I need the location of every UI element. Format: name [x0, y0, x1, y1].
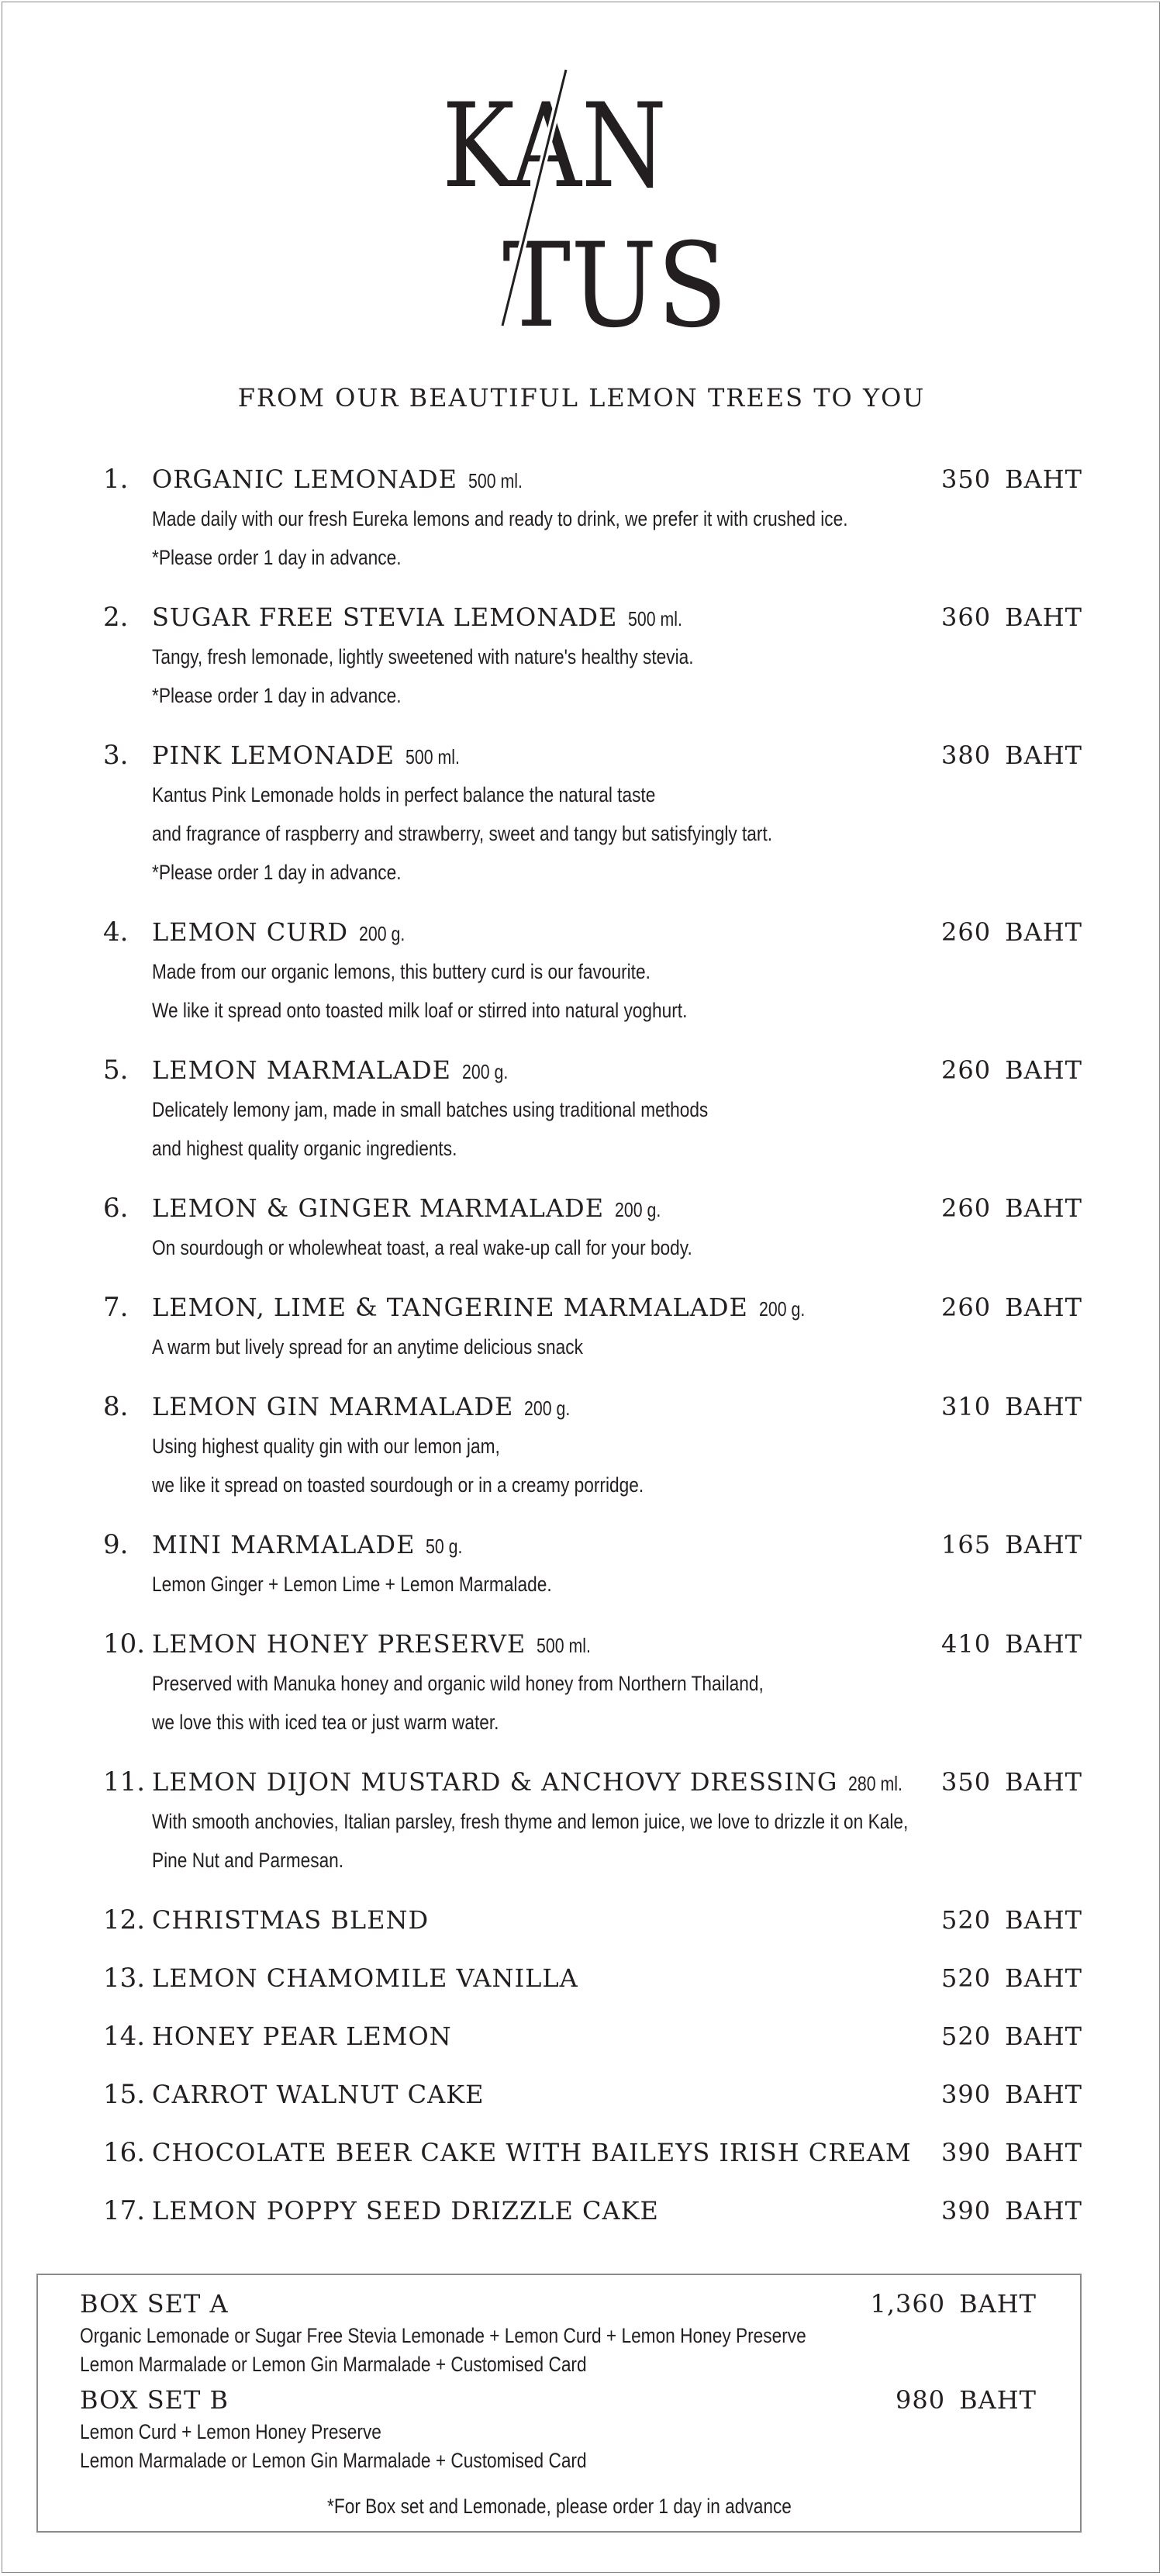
item-size: 200 g. [358, 922, 405, 945]
item-price [941, 2191, 1082, 2231]
logo-wordmark-bottom: TUS [502, 219, 727, 354]
item-price-amount: 520 [941, 1905, 992, 1935]
item-name: SUGAR FREE STEVIA LEMONADE [152, 603, 618, 632]
item-price-currency: BAHT [1005, 2022, 1082, 2051]
item-price [941, 1188, 1082, 1228]
item-price [941, 1525, 1082, 1565]
item-price-currency: BAHT [1005, 2080, 1082, 2109]
item-description-line: *Please order 1 day in advance. [152, 546, 402, 569]
item-price-amount: 350 [941, 1767, 992, 1797]
item-price [941, 1958, 1082, 1998]
menu-item [0, 1762, 1163, 1880]
item-number: 13. [103, 1963, 146, 1994]
menu-item [0, 1188, 1163, 1267]
box-set [38, 2286, 1080, 2379]
item-size: 500 ml. [537, 1634, 592, 1657]
menu-item [0, 2074, 1163, 2115]
item-name: LEMON HONEY PRESERVE [152, 1629, 526, 1659]
item-number: 14. [103, 2021, 146, 2052]
item-price [941, 1386, 1082, 1427]
item-number: 15. [103, 2079, 146, 2110]
item-description-line: With smooth anchovies, Italian parsley, fresh thyme and lemon juice, we love to drizzle it on Kale, [152, 1810, 909, 1833]
item-price-currency: BAHT [1005, 917, 1082, 947]
item-description-line: Tangy, fresh lemonade, lightly sweetened with nature's healthy stevia. [152, 645, 694, 668]
item-price [941, 2074, 1082, 2115]
item-price-amount: 260 [941, 1055, 992, 1085]
item-price-currency: BAHT [1005, 1392, 1082, 1421]
menu-item [0, 1525, 1163, 1604]
box-set-contents-line: Lemon Marmalade or Lemon Gin Marmalade + Customised Card [80, 2353, 587, 2376]
item-description-line: Preserved with Manuka honey and organic wild honey from Northern Thailand, [152, 1672, 764, 1695]
item-price-amount: 520 [941, 1963, 992, 1993]
menu-item [0, 1050, 1163, 1168]
item-price-currency: BAHT [1005, 1963, 1082, 1993]
item-price [941, 1762, 1082, 1802]
item-number: 3. [103, 740, 129, 771]
menu-item [0, 2191, 1163, 2231]
item-description-line: Using highest quality gin with our lemon jam, [152, 1435, 500, 1458]
item-price-amount: 390 [941, 2080, 992, 2109]
menu-item [0, 2132, 1163, 2173]
menu-item [0, 597, 1163, 715]
item-size: 500 ml. [628, 607, 683, 630]
item-description-line: we like it spread on toasted sourdough or in a creamy porridge. [152, 1473, 644, 1497]
item-name: LEMON CURD [152, 917, 348, 947]
item-description-line: and highest quality organic ingredients. [152, 1137, 457, 1160]
item-number: 8. [103, 1391, 129, 1422]
item-size: 200 g. [462, 1060, 509, 1083]
item-price-currency: BAHT [1005, 1193, 1082, 1223]
item-number: 1. [103, 464, 129, 495]
logo-wordmark-top: KAN [442, 79, 667, 214]
item-name: LEMON MARMALADE [152, 1055, 451, 1085]
menu-item [0, 1386, 1163, 1504]
box-set-price-currency: BAHT [959, 2385, 1037, 2415]
item-price [941, 1900, 1082, 1940]
item-size: 200 g. [524, 1397, 571, 1420]
item-number: 10. [103, 1628, 146, 1659]
item-number: 9. [103, 1529, 129, 1560]
item-price [941, 2132, 1082, 2173]
item-price-currency: BAHT [1005, 1767, 1082, 1797]
item-price-amount: 410 [941, 1629, 992, 1659]
item-price [941, 1050, 1082, 1090]
box-set-price-amount: 1,360 [870, 2289, 946, 2319]
item-price-currency: BAHT [1005, 603, 1082, 632]
box-set-note: *For Box set and Lemonade, please order 1 day in advance [326, 2495, 792, 2518]
box-set [38, 2382, 1080, 2475]
item-size: 200 g. [758, 1297, 806, 1321]
item-description-line: We like it spread onto toasted milk loaf or stirred into natural yoghurt. [152, 999, 688, 1022]
item-number: 16. [103, 2137, 146, 2168]
item-name: LEMON DIJON MUSTARD & ANCHOVY DRESSING [152, 1767, 838, 1797]
item-description-line: On sourdough or wholewheat toast, a real wake-up call for your body. [152, 1236, 692, 1259]
item-name: LEMON GIN MARMALADE [152, 1392, 514, 1421]
menu-item [0, 1624, 1163, 1742]
item-price-amount: 390 [941, 2138, 992, 2167]
item-name: PINK LEMONADE [152, 741, 395, 770]
item-price-currency: BAHT [1005, 1629, 1082, 1659]
item-number: 12. [103, 1904, 146, 1935]
item-name: LEMON, LIME & TANGERINE MARMALADE [152, 1293, 748, 1322]
item-name: ORGANIC LEMONADE [152, 464, 458, 494]
item-description-line: we love this with iced tea or just warm water. [152, 1711, 499, 1734]
box-set-price [871, 2286, 1037, 2322]
menu-item [0, 459, 1163, 577]
item-number: 4. [103, 917, 129, 948]
item-number: 17. [103, 2195, 146, 2226]
item-name: LEMON CHAMOMILE VANILLA [152, 1963, 578, 1993]
box-set-contents-line: Lemon Marmalade or Lemon Gin Marmalade + Customised Card [80, 2449, 587, 2472]
box-set-name: BOX SET B [80, 2385, 229, 2415]
box-set-contents-line: Organic Lemonade or Sugar Free Stevia Lemonade + Lemon Curd + Lemon Honey Preserve [80, 2324, 806, 2347]
item-price [941, 912, 1082, 952]
box-set-price [896, 2382, 1037, 2418]
tagline: FROM OUR BEAUTIFUL LEMON TREES TO YOU [237, 383, 926, 413]
item-description-line: and fragrance of raspberry and strawberry, sweet and tangy but satisfyingly tart. [152, 822, 773, 845]
item-price-currency: BAHT [1005, 741, 1082, 770]
item-name: CHOCOLATE BEER CAKE WITH BAILEYS IRISH CREAM [152, 2138, 912, 2167]
item-description-line: Lemon Ginger + Lemon Lime + Lemon Marmalade. [152, 1573, 552, 1596]
item-description-line: Pine Nut and Parmesan. [152, 1849, 344, 1872]
item-description-line: *Please order 1 day in advance. [152, 684, 402, 707]
item-name: LEMON POPPY SEED DRIZZLE CAKE [152, 2196, 659, 2226]
item-size: 200 g. [615, 1198, 661, 1221]
item-name: CARROT WALNUT CAKE [152, 2080, 485, 2109]
item-size: 500 ml. [468, 469, 523, 492]
item-size: 50 g. [426, 1535, 463, 1558]
item-price-currency: BAHT [1005, 1905, 1082, 1935]
item-price-amount: 350 [941, 464, 992, 494]
box-set-name: BOX SET A [80, 2289, 229, 2319]
kantus-logo [442, 70, 729, 357]
item-name: CHRISTMAS BLEND [152, 1905, 430, 1935]
item-name: HONEY PEAR LEMON [152, 2022, 452, 2051]
item-number: 2. [103, 602, 129, 633]
menu-item [0, 1287, 1163, 1366]
item-price-currency: BAHT [1005, 2138, 1082, 2167]
item-price-currency: BAHT [1005, 2196, 1082, 2226]
item-price [941, 735, 1082, 775]
item-price-amount: 520 [941, 2022, 992, 2051]
item-size: 280 ml. [848, 1772, 903, 1795]
box-sets-list [38, 2275, 1080, 2475]
item-price [941, 2016, 1082, 2056]
item-price-amount: 380 [941, 741, 992, 770]
item-price-amount: 360 [941, 603, 992, 632]
item-price-amount: 260 [941, 917, 992, 947]
menu-list [0, 459, 1163, 2249]
box-sets-panel [36, 2274, 1082, 2533]
item-number: 7. [103, 1292, 129, 1323]
item-price [941, 1624, 1082, 1664]
item-description-line: Made daily with our fresh Eureka lemons and ready to drink, we prefer it with crushed ice. [152, 507, 848, 530]
item-description-line: Made from our organic lemons, this buttery curd is our favourite. [152, 960, 651, 983]
item-description-line: *Please order 1 day in advance. [152, 861, 402, 884]
box-set-price-currency: BAHT [959, 2289, 1037, 2319]
item-price-currency: BAHT [1005, 1055, 1082, 1085]
box-set-contents-line: Lemon Curd + Lemon Honey Preserve [80, 2420, 381, 2443]
item-description-line: Delicately lemony jam, made in small batches using traditional methods [152, 1098, 709, 1121]
item-number: 5. [103, 1055, 129, 1086]
item-description-line: Kantus Pink Lemonade holds in perfect balance the natural taste [152, 783, 656, 806]
box-set-price-amount: 980 [896, 2385, 946, 2415]
menu-item [0, 2016, 1163, 2056]
item-price-currency: BAHT [1005, 1293, 1082, 1322]
item-number: 6. [103, 1193, 129, 1224]
item-price-amount: 165 [941, 1530, 992, 1559]
menu-item [0, 1958, 1163, 1998]
item-size: 500 ml. [405, 745, 460, 768]
item-description-line: A warm but lively spread for an anytime delicious snack [152, 1335, 583, 1359]
item-price-amount: 260 [941, 1193, 992, 1223]
menu-item [0, 1900, 1163, 1940]
item-name: LEMON & GINGER MARMALADE [152, 1193, 605, 1223]
item-price-amount: 260 [941, 1293, 992, 1322]
item-price-amount: 310 [941, 1392, 992, 1421]
menu-item [0, 735, 1163, 892]
menu-item [0, 912, 1163, 1030]
item-price-currency: BAHT [1005, 464, 1082, 494]
item-price [941, 459, 1082, 499]
item-price-currency: BAHT [1005, 1530, 1082, 1559]
item-price [941, 597, 1082, 637]
item-name: MINI MARMALADE [152, 1530, 416, 1559]
item-price-amount: 390 [941, 2196, 992, 2226]
item-number: 11. [103, 1766, 146, 1797]
item-price [941, 1287, 1082, 1328]
